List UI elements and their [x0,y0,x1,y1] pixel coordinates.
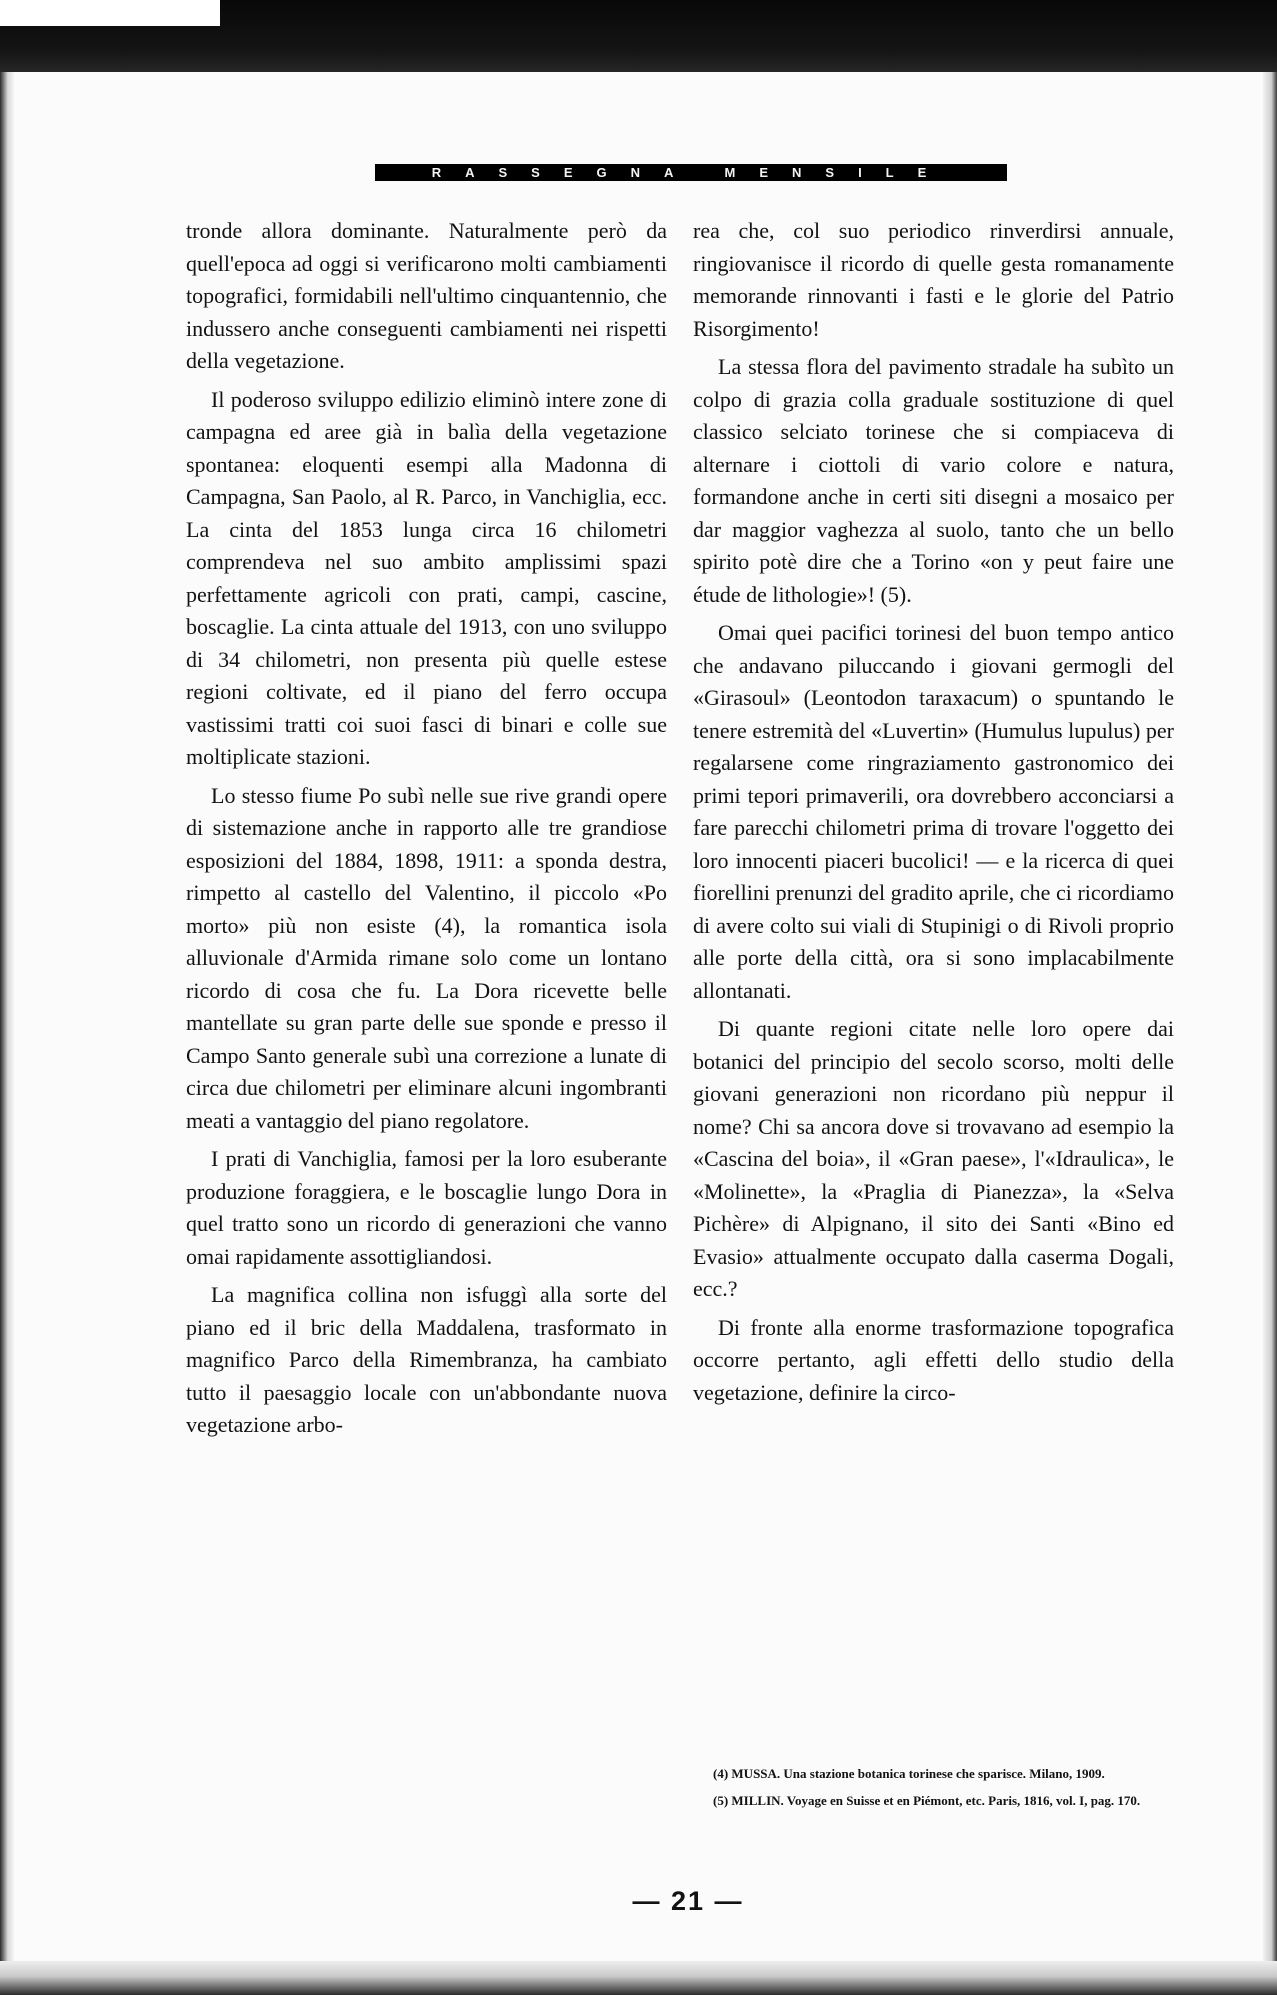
text-column-left [186,215,667,1448]
paragraph: rea che, col suo periodico rinverdirsi annuale, ringiovanisce il ricordo di quelle gesta romanamente memorande rinnovanti i fasti e le glorie del Patrio Risorgimento! [693,218,1174,341]
running-head: RASSEGNA MENSILE [375,164,1007,181]
page-number: — 21 — [632,1886,744,1916]
paragraph: Il poderoso sviluppo edilizio eliminò intere zone di campagna ed aree già in balìa della vegetazione spontanea: eloquenti esempi alla Madonna di Campagna, San Paolo, al R. Parco, in Vanchiglia, ecc. La cinta del 1853 lunga circa 16 chilometri comprendeva nel suo ambito amplissimi spazi perfettamente agricoli con prati, campi, cascine, boscaglie. La cinta attuale del 1913, con uno sviluppo di 34 chilometri, non presenta più quelle estese regioni coltivate, ed il piano del ferro occupa vastissimi tratti coi suoi fasci di binari e colle sue moltiplicate stazioni. [186,386,667,769]
scan-top-white-tab [0,0,220,26]
document-page [14,72,1263,1961]
footnote-5: (5) MILLIN. Voyage en Suisse et en Piémont, etc. Paris, 1816, vol. I, pag. 170. [713,1793,1141,1808]
paragraph: Di fronte alla enorme trasformazione topografica occorre pertanto, agli effetti dello studio della vegetazione, definire la circo- [693,1314,1174,1405]
footnotes [693,1764,1174,1818]
scan-right-edge [1263,72,1277,1995]
scan-left-edge [0,72,14,1995]
paragraph: La stessa flora del pavimento stradale ha subìto un colpo di grazia colla graduale sostituzione di quel classico selciato torinese che si compiaceva di alternare i ciottoli di vario colore e natura, formandone anche in certi siti disegni a mosaico per dar maggior vaghezza al suolo, tanto che un bello spirito potè dire che a Torino «on y peut faire une étude de lithologie»! (5). [693,354,1174,607]
paragraph: Lo stesso fiume Po subì nelle sue rive grandi opere di sistemazione anche in rapporto alle tre grandiose esposizioni del 1884, 1898, 1911: a sponda destra, rimpetto al castello del Valentino, il piccolo «Po morto» più non esiste (4), la romantica isola alluvionale d'Armida rimane solo come un lontano ricordo di cosa che fu. La Dora ricevette belle mantellate su gran parte delle sue sponde e presso il Campo Santo generale subì una correzione a lunate di circa due chilometri per eliminare alcuni ingombranti meati a vantaggio del piano regolatore. [186,782,667,1133]
paragraph: La magnifica collina non isfuggì alla sorte del piano ed il bric della Maddalena, trasformato in magnifico Parco della Rimembranza, ha cambiato tutto il paesaggio locale con un'abbondante nuova vegetazione arbo- [186,1282,667,1437]
paragraph: Di quante regioni citate nelle loro opere dai botanici del principio del secolo scorso, molti delle giovani generazioni non ricordano più neppur il nome? Chi sa ancora dove si trovavano ad esempio la «Cascina del boia», il «Gran paese», l'«Idraulica», le «Molinette», la «Praglia di Pianezza», la «Selva Pichère» di Alpignano, il sito dei Santi «Bino ed Evasio» attualmente occupato dalla caserma Dogali, ecc.? [693,1016,1174,1301]
paragraph: Omai quei pacifici torinesi del buon tempo antico che andavano piluccando i giovani germogli del «Girasoul» (Leontodon taraxacum) o spuntando le tenere estremità del «Luvertin» (Humulus lupulus) per regalarsene come ringraziamento gastronomico dei primi tepori primaverili, ora dovrebbero acconciarsi a fare parecchi chilometri prima di trovare l'oggetto dei loro innocenti piaceri bucolici! — e la ricerca di quei fiorellini prenunzi del gradito aprile, che ci ricordiamo di avere colto sui viali di Stupinigi o di Rivoli proprio alle porte della città, ora si sono implacabilmente allontanati. [693,620,1174,1003]
footnote-4: (4) MUSSA. Una stazione botanica torinese che sparisce. Milano, 1909. [713,1766,1105,1781]
scan-bottom-edge [0,1961,1277,1995]
text-column-right [693,215,1174,1415]
paragraph: I prati di Vanchiglia, famosi per la loro esuberante produzione foraggiera, e le boscaglie lungo Dora in quel tratto sono un ricordo di generazioni che vanno omai rapidamente assottigliandosi. [186,1146,667,1269]
paragraph: tronde allora dominante. Naturalmente però da quell'epoca ad oggi si verificarono molti cambiamenti topografici, formidabili nell'ultimo cinquantennio, che indussero anche conseguenti cambiamenti nei rispetti della vegetazione. [186,218,667,373]
